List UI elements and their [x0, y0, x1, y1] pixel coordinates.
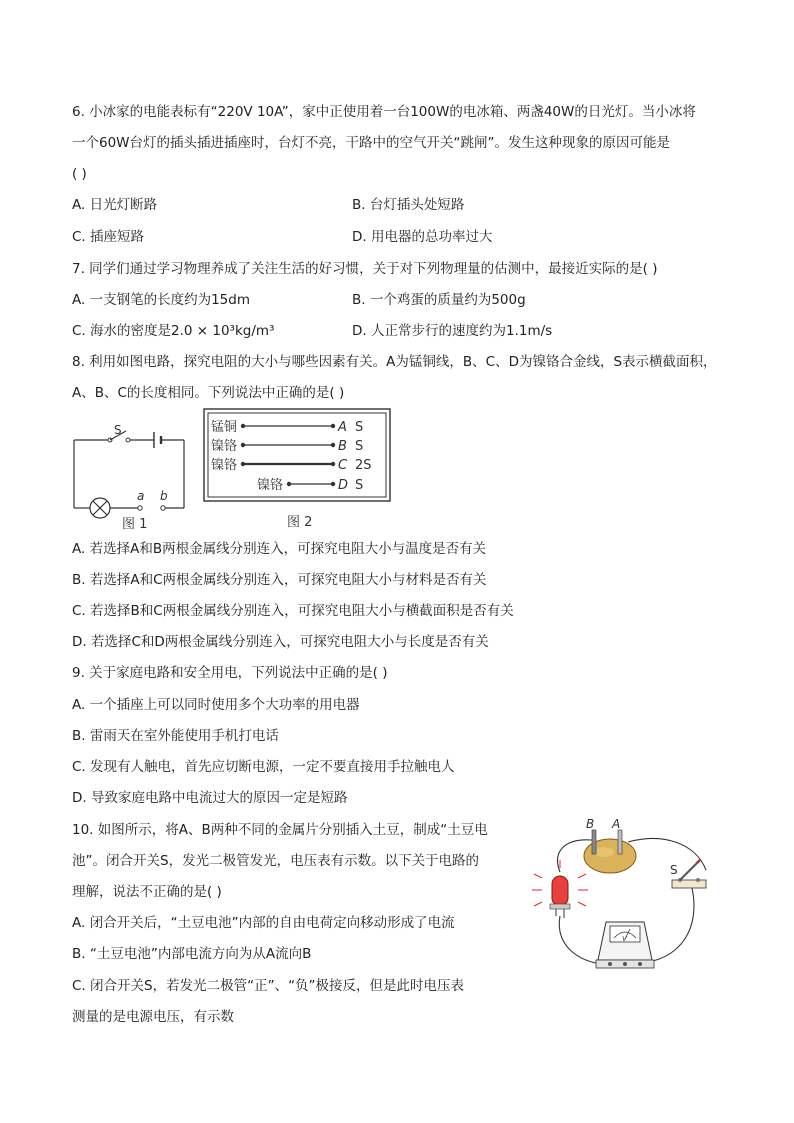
q8-option-b: B. 若选择A和C两根金属线分别连入，可探究电阻大小与材料是否有关 — [72, 572, 487, 588]
q8-figure1-circuit — [66, 424, 196, 534]
q7-option-a: A. 一支钢笔的长度约为15dm — [72, 292, 250, 308]
led-icon — [532, 860, 588, 918]
wire-b-letter: B — [338, 439, 347, 454]
q7-option-b: B. 一个鸡蛋的质量约为500g — [352, 292, 526, 308]
q10-option-c-line2: 测量的是电源电压，有示数 — [72, 1009, 234, 1025]
switch-label: S — [114, 424, 122, 437]
q8-option-c: C. 若选择B和C两根金属线分别连入，可探究电阻大小与横截面积是否有关 — [72, 603, 514, 619]
metal-plate-a — [618, 830, 622, 854]
q6-option-d: D. 用电器的总功率过大 — [352, 229, 493, 245]
q6-stem-line2: 一个60W台灯的插头插进插座时，台灯不亮，干路中的空气开关“跳闸”。发生这种现象的原因可能是 — [72, 135, 671, 151]
wire-c-area: 2S — [355, 458, 372, 473]
lamp-symbol — [90, 498, 110, 518]
switch-label-s: S — [670, 863, 678, 877]
q6-option-a: A. 日光灯断路 — [72, 197, 158, 213]
q9-option-c: C. 发现有人触电，首先应切断电源，一定不要直接用手拉触电人 — [72, 759, 455, 775]
q8-figure2-wires — [203, 408, 393, 534]
figure2-caption: 图 2 — [287, 515, 313, 530]
plate-label-b: B — [586, 818, 595, 831]
q6-option-c: C. 插座短路 — [72, 229, 145, 245]
q10-stem-line3: 理解，说法不正确的是( ) — [72, 884, 222, 900]
wire-d-material: 镍铬 — [257, 478, 284, 493]
voltmeter-icon — [596, 922, 654, 968]
wire-a-letter: A — [338, 420, 347, 435]
q8-option-a: A. 若选择A和B两根金属线分别连入，可探究电阻大小与温度是否有关 — [72, 541, 487, 557]
q10-figure-potato-battery — [524, 818, 724, 990]
q8-stem-line1: 8. 利用如图电路，探究电阻的大小与哪些因素有关。A为锰铜线，B、C、D为镍铬合金线，S表示横截面积， — [72, 354, 717, 370]
metal-plate-b — [592, 830, 596, 854]
terminal-a-dot — [138, 506, 142, 510]
q9-option-b: B. 雷雨天在室外能使用手机打电话 — [72, 728, 279, 744]
q8-stem-line2: A、B、C的长度相同。下列说法中正确的是( ) — [72, 385, 345, 401]
wire-d-area: S — [355, 478, 364, 493]
q10-option-b: B. “土豆电池”内部电流方向为从A流向B — [72, 946, 312, 962]
wire-c-material: 镍铬 — [211, 458, 238, 473]
wire-c-letter: C — [338, 458, 348, 473]
q9-option-a: A. 一个插座上可以同时使用多个大功率的用电器 — [72, 697, 360, 713]
q9-stem: 9. 关于家庭电路和安全用电，下列说法中正确的是( ) — [72, 665, 388, 681]
q6-stem-line1: 6. 小冰家的电能表标有“220V 10A”，家中正使用着一台100W的电冰箱、两盏40W的日光灯。当小冰将 — [72, 104, 696, 120]
q7-option-c: C. 海水的密度是2.0 × 10³kg/m³ — [72, 323, 275, 339]
q10-stem-line1: 10. 如图所示，将A、B两种不同的金属片分别插入土豆，制成“土豆电 — [72, 822, 488, 838]
q10-option-c-line1: C. 闭合开关S，若发光二极管“正”、“负”极接反，但是此时电压表 — [72, 978, 465, 994]
q9-option-d: D. 导致家庭电路中电流过大的原因一定是短路 — [72, 790, 348, 806]
terminal-b-label: b — [160, 489, 168, 503]
figure1-caption: 图 1 — [122, 517, 148, 532]
wire-a-area: S — [355, 420, 364, 435]
voltmeter-symbol: V — [622, 935, 627, 943]
q10-stem-line2: 池”。闭合开关S，发光二极管发光，电压表有示数。以下关于电路的 — [72, 853, 480, 869]
q6-option-b: B. 台灯插头处短路 — [352, 197, 465, 213]
q6-stem-line3: ( ) — [72, 166, 87, 182]
q10-option-a: A. 闭合开关后，“土豆电池”内部的自由电荷定向移动形成了电流 — [72, 915, 455, 931]
terminal-b-dot — [161, 506, 165, 510]
wire-d-letter: D — [338, 478, 349, 493]
q8-option-d: D. 若选择C和D两根金属线分别连入，可探究电阻大小与长度是否有关 — [72, 634, 489, 650]
wire-a-material: 锰铜 — [211, 420, 238, 435]
wire-b-area: S — [355, 439, 364, 454]
terminal-a-label: a — [137, 489, 145, 503]
wire-b-material: 镍铬 — [211, 439, 238, 454]
q7-option-d: D. 人正常步行的速度约为1.1m/s — [352, 323, 553, 339]
plate-label-a: A — [612, 818, 621, 831]
q7-stem: 7. 同学们通过学习物理养成了关注生活的好习惯，关于对下列物理量的估测中，最接近实际的是( ) — [72, 261, 658, 277]
